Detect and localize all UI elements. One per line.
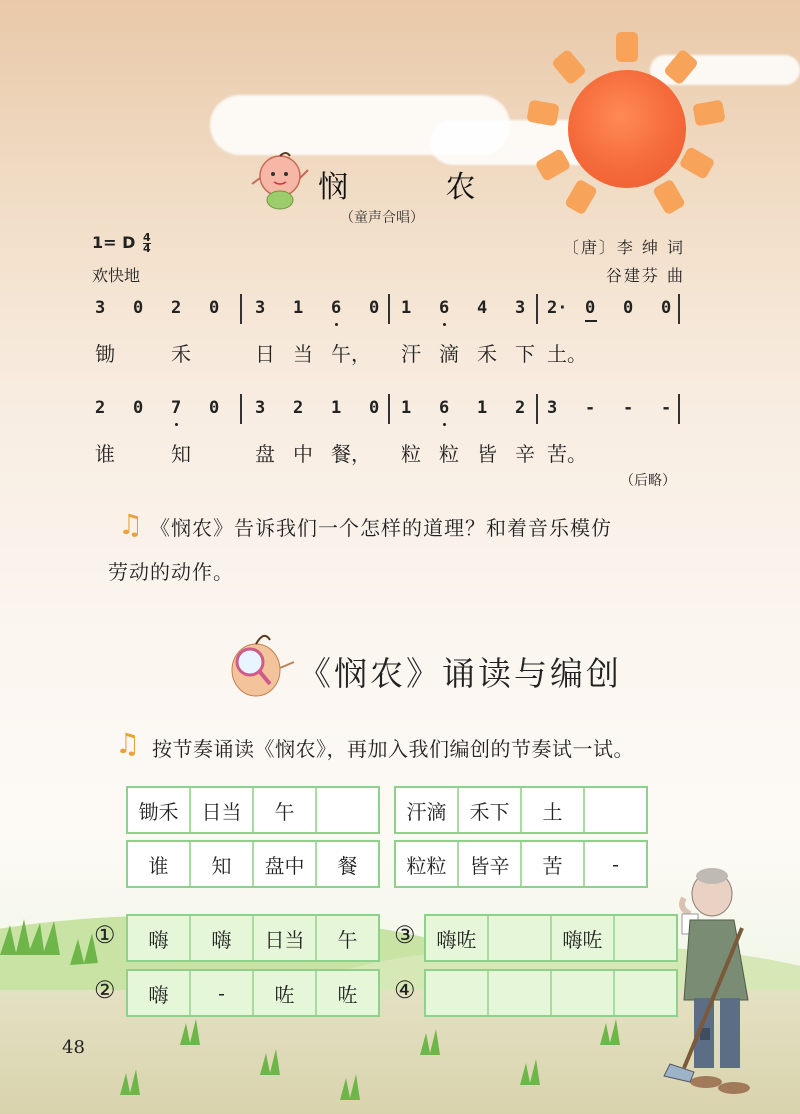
pattern-number: ③: [394, 921, 416, 949]
notation-note: 0: [209, 298, 220, 318]
rhythm-cell: 餐: [337, 853, 358, 878]
section-title: 《悯农》诵读与编创: [298, 654, 622, 693]
rhythm-cell: 粒粒: [396, 842, 459, 886]
bar-line: [240, 394, 242, 424]
duration-underline: [585, 320, 597, 322]
rhythm-cell: -: [191, 971, 254, 1015]
notation-note: 3: [515, 298, 526, 318]
time-signature-bottom: 4: [142, 242, 151, 255]
notation-note: 3: [255, 298, 266, 318]
rhythm-cell: 禾下: [459, 788, 522, 832]
rhythm-cell: [317, 788, 378, 832]
notation-note: -: [623, 398, 634, 418]
lyric-syllable: 锄: [95, 342, 115, 366]
rhythm-cell: 嗨咗: [552, 916, 615, 960]
notation-note: 7: [171, 398, 182, 418]
bar-line: [240, 294, 242, 324]
lyric-syllable: 盘: [255, 442, 275, 466]
rhythm-cell-blank[interactable]: [489, 971, 552, 1015]
pattern-number: ②: [94, 976, 116, 1004]
lyric-syllable: 中: [293, 442, 313, 466]
lyric-syllable: 当: [293, 342, 313, 366]
sun-illustration: [530, 40, 730, 220]
notation-note: 2: [95, 398, 106, 418]
notation-note: 1: [293, 298, 304, 318]
lyric-syllable: 日: [255, 342, 275, 366]
bar-line: [536, 294, 538, 324]
lyric-syllable: 苦。: [547, 442, 587, 466]
rhythm-cell: 嗨: [128, 916, 191, 960]
notation-note: 1: [331, 398, 342, 418]
rhythm-cell: 午: [254, 788, 317, 832]
tempo-marking: 欢快地: [92, 266, 141, 285]
question-line-1: 《悯农》告诉我们一个怎样的道理？和着音乐模仿: [150, 516, 612, 540]
notation-note: 6: [331, 298, 342, 318]
rhythm-cell: 嗨咗: [426, 916, 489, 960]
key-signature: 1= D $\frac{4}{4}$: [92, 231, 151, 255]
pattern-number: ①: [94, 921, 116, 949]
lyric-syllable: 谁: [95, 442, 115, 466]
octave-dot: [175, 423, 178, 426]
notation-note: 2: [171, 298, 182, 318]
lyric-syllable: 滴: [439, 342, 459, 366]
notation-note: 0: [369, 398, 380, 418]
octave-dot: [443, 423, 446, 426]
notation-note: 0: [623, 298, 634, 318]
rhythm-cell: [489, 916, 552, 960]
rhythm-cell: 谁: [128, 842, 191, 886]
notation-note: -: [661, 398, 672, 418]
rhythm-cell: 咗: [337, 982, 358, 1007]
rhythm-cell: 嗨: [128, 971, 191, 1015]
notation-note: 2: [293, 398, 304, 418]
lyric-syllable: 汗: [401, 342, 421, 366]
notation-note: 1: [401, 398, 412, 418]
rhythm-box-poem-1-left: [126, 786, 380, 834]
lyric-syllable: 禾: [171, 342, 191, 366]
bar-line: [388, 394, 390, 424]
farmer-illustration: [650, 868, 780, 1108]
notation-note: 6: [439, 398, 450, 418]
rhythm-cell: 日当: [254, 916, 317, 960]
magnifier-character-icon: [222, 628, 300, 700]
music-note-icon: ♫: [118, 508, 144, 541]
lyric-syllable: 午，: [331, 342, 371, 366]
notation-note: 0: [133, 398, 144, 418]
notation-note: 0: [585, 298, 596, 318]
rhythm-cell: 皆辛: [459, 842, 522, 886]
rhythm-cell: 盘中: [254, 842, 317, 886]
lyricist-credit: 〔唐〕李 绅 词: [562, 238, 685, 257]
lyric-syllable: 粒: [439, 442, 459, 466]
rhythm-cell: -: [612, 852, 619, 876]
omitted-note: （后略）: [620, 473, 676, 489]
lyric-syllable: 餐，: [331, 442, 371, 466]
notation-note: 3: [95, 298, 106, 318]
rhythm-box-pattern-3: [424, 914, 678, 962]
notation-note: 6: [439, 298, 450, 318]
rhythm-box-pattern-4[interactable]: [424, 969, 678, 1017]
rhythm-box-poem-1-right: [394, 786, 648, 834]
rhythm-cell-blank[interactable]: [552, 971, 615, 1015]
lyric-syllable: 下: [515, 342, 535, 366]
rhythm-cell: 苦: [522, 842, 585, 886]
song-title: 悯 农: [318, 170, 520, 205]
notation-note: 1: [477, 398, 488, 418]
rhythm-cell: 汗滴: [396, 788, 459, 832]
rhythm-cell: [585, 788, 646, 832]
song-subtitle: （童声合唱）: [340, 210, 424, 226]
rhythm-cell: 知: [191, 842, 254, 886]
rhythm-cell: 午: [337, 927, 358, 952]
rhythm-box-poem-2-left: [126, 840, 380, 888]
rhythm-cell: 咗: [254, 971, 317, 1015]
rhythm-cell: 土: [522, 788, 585, 832]
rhythm-cell: 嗨: [191, 916, 254, 960]
notation-note: 4: [477, 298, 488, 318]
rhythm-box-poem-2-right: [394, 840, 648, 888]
notation-note: 2·: [547, 298, 568, 318]
rhythm-cell: 日当: [191, 788, 254, 832]
notation-note: 0: [369, 298, 380, 318]
rhythm-box-pattern-1: [126, 914, 380, 962]
pattern-number: ④: [394, 976, 416, 1004]
bar-line: [678, 294, 680, 324]
composer-credit: 谷建芬 曲: [605, 266, 685, 285]
lyric-syllable: 禾: [477, 342, 497, 366]
lyric-syllable: 知: [171, 442, 191, 466]
lyric-syllable: 辛: [515, 442, 535, 466]
notation-note: 0: [133, 298, 144, 318]
notation-note: 3: [255, 398, 266, 418]
page-number: 48: [62, 1037, 85, 1058]
time-signature-top: 4: [142, 231, 151, 244]
rhythm-box-pattern-2: [126, 969, 380, 1017]
notation-note: 2: [515, 398, 526, 418]
lyric-syllable: 皆: [477, 442, 497, 466]
lyric-syllable: 土。: [547, 342, 587, 366]
notation-note: 1: [401, 298, 412, 318]
notation-note: 0: [661, 298, 672, 318]
rhythm-cell-blank[interactable]: [426, 971, 489, 1015]
rhythm-cell: 锄禾: [128, 788, 191, 832]
bar-line: [536, 394, 538, 424]
lyric-syllable: 粒: [401, 442, 421, 466]
music-note-icon: ♫: [115, 727, 141, 760]
section-instruction: 按节奏诵读《悯农》，再加入我们编创的节奏试一试。: [152, 737, 634, 761]
octave-dot: [335, 323, 338, 326]
notation-note: 3: [547, 398, 558, 418]
cartoon-character-icon: [250, 150, 312, 214]
bar-line: [388, 294, 390, 324]
notation-note: 0: [209, 398, 220, 418]
question-line-2: 劳动的动作。: [108, 560, 234, 584]
notation-note: -: [585, 398, 596, 418]
octave-dot: [443, 323, 446, 326]
bar-line: [678, 394, 680, 424]
